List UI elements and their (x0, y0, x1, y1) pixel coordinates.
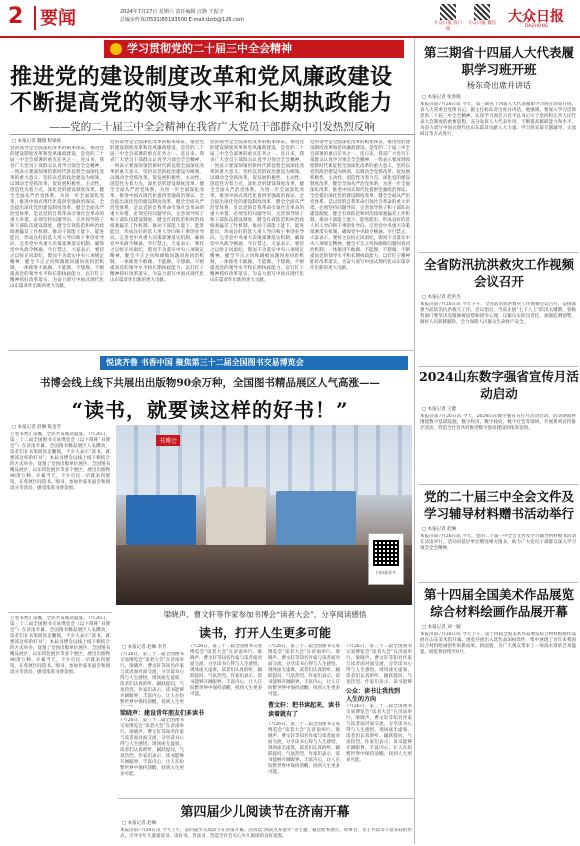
qr-caption-wechat: 大众日报 微信 (467, 21, 497, 26)
right-story-5-text: 本报济南7月26日讯 今天上午，第十四届全国美术作品展览综合材料绘画作品展在山东美术馆开幕。展览共展出入选作品300余件，集中展现了近年来我国综合材料绘画创作的新成果、新面貌，为广大观众带来了一场高水准的艺术盛宴。展览将持续至9月。 (420, 632, 576, 655)
topic-banner (104, 40, 404, 58)
right-story-4-body (420, 534, 576, 582)
right-story-4-text: 本报济南7月26日讯 今天，党的二十届三中全会文件及学习辅导材料赠书活动在济南举行。活动向基层单位赠送相关图书，助力广大党员干部群众深入学习领会全会精神。 (420, 534, 576, 551)
book-fair-body-text: 万卷书香汇泉城，全民共赏阅读盛宴。7月26日，第三十二届全国图书交易博览会（以下简称“书博会”）在济南开幕。全国图书精品展区人头攒动，读者们在书架间驻足翻阅，不少人表示“读书，就要读这样的好书”。本届书博会以线上线下相结合的方式举办，设置了全国出版单位展区、全国图书精品展区、山东特色展区等多个展区，展出出版物90余万种。开幕当天，不少市民一早就来到展馆，在各展区间选书、购书，参加作家见面会和阅读分享活动，感受浓浓书香氛围。 (10, 616, 110, 675)
reading-subhead-2: 曹文轩：把书读起来，读书读着就有了 (268, 702, 341, 718)
topic-banner-text: 学习贯彻党的二十届三中全会精神 (127, 42, 292, 55)
book-fair-photo[interactable] (116, 425, 412, 605)
photo-booth (206, 487, 266, 545)
right-story-4-byline: □ 本报记者 赵琳 (422, 527, 457, 532)
reading-body-text: 7月26日，第三十二届全国图书交易博览会“读者大会”在济南举行。梁晓声、曹文轩等知名作家与读者面对面交流，分享读书心得与人生感悟。现场座无虚席，读者们认真聆听、踊跃提问，气氛热烈。作家们表示，读书能够开阔眼界、丰富内心，让人在纷繁世界中保持清醒，找到人生更多可能。 (268, 644, 340, 697)
newspaper-logo-sub: DAZHONG (525, 24, 549, 29)
qr-code-icon[interactable] (440, 4, 456, 20)
lead-body-text: 党的领导是全面深化改革的根本保证。推进党的建设制度改革和党风廉政建设，是党的二十届三中全会部署的重点任务之一。连日来，我省广大党员干部群众认真学习领会全会精神，一致表示要深刻领悟新时代新征程全面深化改革的重大意义，坚持以党的政治建设为统领，以调动全党抓改革、促发展积极性、主动性、创造性为着力点，深化党的建设制度改革，健全全面从严治党体系，为进一步全面深化改革、推进中国式现代化提供坚强政治保证。全会提出深化党的建设制度改革，健全全面从严治党体系，是以党的自我革命引领社会革命的重大举措。必须坚持问题导向，完善领导班子和干部队伍建设制度，健全有效防范和纠治政绩观偏差工作机制，推动干部能上能下、能进能出，形成良好的选人用人导向和干事创业导向。完善党中央重大决策部署落实机制，确保党中央政令畅通、令行禁止。大家表示，要持之以恒正风肃纪，锲而不舍落实中央八项规定精神，健全不正之风和腐败问题同查同治机制，一体推进不敢腐、不能腐、不想腐，不断提高党的领导水平和长期执政能力，以钉钉子精神抓好改革落实，为奋力谱写中国式现代化山东篇章作出新的更大贡献。 (310, 140, 410, 271)
party-emblem-icon (110, 43, 122, 55)
reading-body-col3b (268, 722, 340, 796)
lead-body-text: 党的领导是全面深化改革的根本保证。推进党的建设制度改革和党风廉政建设，是党的二十届三中全会部署的重点任务之一。连日来，我省广大党员干部群众认真学习领会全会精神，一致表示要深刻领悟新时代新征程全面深化改革的重大意义，坚持以党的政治建设为统领，以调动全党抓改革、促发展积极性、主动性、创造性为着力点，深化党的建设制度改革，健全全面从严治党体系，为进一步全面深化改革、推进中国式现代化提供坚强政治保证。全会提出深化党的建设制度改革，健全全面从严治党体系，是以党的自我革命引领社会革命的重大举措。必须坚持问题导向，完善领导班子和干部队伍建设制度，健全有效防范和纠治政绩观偏差工作机制，推动干部能上能下、能进能出，形成良好的选人用人导向和干事创业导向。完善党中央重大决策部署落实机制，确保党中央政令畅通、令行禁止。大家表示，要持之以恒正风肃纪，锲而不舍落实中央八项规定精神，健全不正之风和腐败问题同查同治机制，一体推进不敢腐、不能腐、不想腐，不断提高党的领导水平和长期执政能力，以钉钉子精神抓好改革落实，为奋力谱写中国式现代化山东篇章作出新的更大贡献。 (10, 146, 104, 289)
book-fair-kicker: 书博会线上线下共展出出版物90余万种，全国图书精品展区人气高涨—— (39, 377, 381, 389)
right-story-1-body (420, 102, 576, 248)
right-story-2-byline: □ 本报记者 赵洪杰 (422, 295, 461, 300)
photo-booth (276, 491, 356, 545)
masthead-divider (34, 6, 36, 30)
reading-body-col4 (346, 644, 412, 684)
kids-reading-byline: □ 本报记者 赵琳 (122, 821, 157, 826)
book-fair-headline[interactable]: “读书，就要读这样的好书！” (71, 398, 349, 422)
lead-body-col1 (10, 146, 104, 346)
book-fair-band-text: 悦读齐鲁 书香中国 聚焦第三十二届全国图书交易博览会 (106, 358, 304, 367)
lead-body-text: 党的领导是全面深化改革的根本保证。推进党的建设制度改革和党风廉政建设，是党的二十届三中全会部署的重点任务之一。连日来，我省广大党员干部群众认真学习领会全会精神，一致表示要深刻领悟新时代新征程全面深化改革的重大意义，坚持以党的政治建设为统领，以调动全党抓改革、促发展积极性、主动性、创造性为着力点，深化党的建设制度改革，健全全面从严治党体系，为进一步全面深化改革、推进中国式现代化提供坚强政治保证。全会提出深化党的建设制度改革，健全全面从严治党体系，是以党的自我革命引领社会革命的重大举措。必须坚持问题导向，完善领导班子和干部队伍建设制度，健全有效防范和纠治政绩观偏差工作机制，推动干部能上能下、能进能出，形成良好的选人用人导向和干事创业导向。完善党中央重大决策部署落实机制，确保党中央政令畅通、令行禁止。大家表示，要持之以恒正风肃纪，锲而不舍落实中央八项规定精神，健全不正之风和腐败问题同查同治机制，一体推进不敢腐、不能腐、不想腐，不断提高党的领导水平和长期执政能力，以钉钉子精神抓好改革落实，为奋力谱写中国式现代化山东篇章作出新的更大贡献。 (210, 140, 304, 283)
qr-caption-app: 大众日报 客户端 (433, 21, 463, 32)
reading-body-text: 7月26日，第三十二届全国图书交易博览会“读者大会”在济南举行。梁晓声、曹文轩等知名作家与读者面对面交流，分享读书心得与人生感悟。现场座无虚席，读者们认真聆听、踊跃提问，气氛热烈。作家们表示，读书能够开阔眼界、丰富内心，让人在纷繁世界中保持清醒，找到人生更 (120, 652, 184, 705)
right-story-3-text: 本报济南7月26日讯 今天，2024山东数字强省宣传月活动启动。活动期间将围绕数字基础设施、数字经济、数字政府、数字社会等领域，开展系列宣传推介活动，营造全社会共同推进数字强省建设的浓厚氛围。 (420, 414, 576, 431)
photo-qr-box[interactable] (368, 533, 404, 585)
lead-body-col3 (210, 140, 304, 346)
reading-body-col3 (268, 644, 340, 698)
reading-body-col1b (120, 718, 184, 796)
section-divider (418, 484, 578, 485)
lead-byline: □ 本报记者 魏翔 程梁斌 (12, 139, 62, 144)
right-story-5-body (420, 632, 576, 842)
right-story-1-headline[interactable]: 第三期省十四届人大代表履职学习班开班 (423, 45, 574, 77)
qr-code-icon[interactable] (474, 4, 490, 20)
photo-caption: 梁晓声、曹文轩等作家参加书博会“读者大会”，分享阅读感悟 (163, 610, 367, 619)
book-fair-band (100, 356, 408, 370)
column-divider (414, 38, 415, 844)
photo-booth (126, 495, 196, 545)
masthead (0, 0, 580, 38)
section-divider (418, 366, 578, 367)
reading-body-col4b (346, 704, 412, 796)
kids-reading-headline[interactable]: 第四届少儿阅读节在济南开幕 (180, 805, 350, 820)
reading-subhead-1: 梁晓声：建设青年朋友们多读书 (120, 710, 205, 717)
lead-headline[interactable] (10, 64, 414, 116)
section-divider (8, 350, 414, 351)
lead-body-text: 党的领导是全面深化改革的根本保证。推进党的建设制度改革和党风廉政建设，是党的二十届三中全会部署的重点任务之一。连日来，我省广大党员干部群众认真学习领会全会精神，一致表示要深刻领悟新时代新征程全面深化改革的重大意义，坚持以党的政治建设为统领，以调动全党抓改革、促发展积极性、主动性、创造性为着力点，深化党的建设制度改革，健全全面从严治党体系，为进一步全面深化改革、推进中国式现代化提供坚强政治保证。全会提出深化党的建设制度改革，健全全面从严治党体系，是以党的自我革命引领社会革命的重大举措。必须坚持问题导向，完善领导班子和干部队伍建设制度，健全有效防范和纠治政绩观偏差工作机制，推动干部能上能下、能进能出，形成良好的选人用人导向和干事创业导向。完善党中央重大决策部署落实机制，确保党中央政令畅通、令行禁止。大家表示，要持之以恒正风肃纪，锲而不舍落实中央八项规定精神，健全不正之风和腐败问题同查同治机制，一体推进不敢腐、不能腐、不想腐，不断提高党的领导水平和长期执政能力，以钉钉子精神抓好改革落实，为奋力谱写中国式现代化山东篇章作出新的更大贡献。 (110, 140, 204, 283)
reading-body-text: 7月26日，第三十二届全国图书交易博览会“读者大会”在济南举行。梁晓声、曹文轩等知名作家与读者面对面交流，分享读书心得与人生感悟。现场座无虚席，读者们认真聆听、踊跃提问，气氛热烈。作家们表示，读书能够 (346, 644, 412, 684)
right-story-5-byline: □ 本报记者 刘一颖 (422, 625, 461, 630)
lead-subhead: ——党的二十届三中全会精神在我省广大党员干部群众中引发热烈反响 (49, 121, 375, 133)
kids-reading-body (120, 828, 412, 844)
section-divider (418, 582, 578, 583)
reading-subhead-3: 人生的方向 (346, 696, 377, 703)
reading-body-col1 (120, 652, 184, 706)
right-story-1-text: 本报济南7月26日讯 今天，第三期省十四届人大代表履职学习班在济南开班。省人大常委会党组书记、副主任杨东奇出席并讲话。他强调，要深入学习贯彻党的二十届三中全会精神，认真学习领会习近平总书记关于坚持和完善人民代表大会制度的重要思想，充分发挥人大代表作用，不断提高履职能力和水平，为奋力谱写中国式现代化山东篇章贡献人大力量。学习班采取专题辅导、交流研讨等方式进行。 (420, 102, 576, 137)
right-story-1-subhead: 杨东奇出席并讲话 (467, 81, 531, 90)
reading-byline: □ 本报记者 赵琳 李芳 (122, 645, 167, 650)
right-story-3-headline[interactable]: 2024山东数字强省宣传月活动启动 (419, 369, 579, 401)
right-story-4-headline[interactable]: 党的二十届三中全会文件及学习辅导材料赠书活动举行 (423, 489, 574, 521)
masthead-meta-line2: 总编室传真(0531)85193500 E-mail:dzrb@126.com (120, 17, 244, 23)
lead-body-col4 (310, 140, 410, 346)
kids-reading-body-text: 本报济南7月26日讯 今天上午，第四届少儿阅读节在济南开幕。活动以“阅读点亮童年”为主题，通过绘本展示、故事会、亲子共读等丰富多彩的形式，引导少年儿童爱读书、读好书、善读书，营造全社会关心少儿阅读的良好氛围。 (120, 828, 412, 839)
lead-headline-line2: 不断提高党的领导水平和长期执政能力 (10, 90, 393, 116)
right-story-1-byline: □ 本报记者 张春晓 (422, 95, 461, 100)
reading-headline[interactable]: 读书，打开人生更多可能 (198, 626, 331, 640)
section-divider (418, 252, 578, 253)
reading-body-text: 7月26日，第三十二届全国图书交易博览会“读者大会”在济南举行。梁晓声、曹文轩等知名作家与读者面对面交流，分享读书心得与人生感悟。现场座无虚席，读者们认真聆听、踊跃提问，气氛热烈。作家们表示，读书能够开阔眼界、丰富内心，让人在纷繁世界中保持清醒，找到人生更多可能。 (190, 644, 262, 697)
page-number: 2 (8, 4, 24, 29)
reading-subhead-4: 公众：读书让我找到 (346, 688, 401, 695)
right-story-2-text: 本报济南7月26日讯 今天下午，全省防汛抗洪救灾工作视频会议召开，安排部署当前防汛抗洪救灾工作。会议指出，当前正值“七下八上”防汛关键期，各级各部门要坚决克服麻痹思想和侥幸心理，压紧压实防汛责任，加强监测预警，做好人员转移避险，全力保障人民群众生命财产安全。 (420, 302, 576, 325)
qr-code-icon (373, 540, 399, 566)
masthead-meta-line1: 2024年7月27日 星期六 责任编辑 汪静 王振宇 (120, 9, 224, 15)
right-story-2-headline[interactable]: 全省防汛抗洪救灾工作视频会议召开 (423, 257, 574, 289)
lead-headline-line1: 推进党的建设制度改革和党风廉政建设 (10, 64, 393, 90)
right-story-2-body (420, 302, 576, 364)
right-story-3-body (420, 414, 576, 498)
right-story-3-byline: □ 本报记者 王健 (422, 407, 457, 412)
newspaper-logo: 大众日报 (508, 9, 564, 25)
reading-body-text: 7月26日，第三十二届全国图书交易博览会“读者大会”在济南举行。梁晓声、曹文轩等知名作家与读者面对面交流，分享读书心得与人生感悟。现场座无虚席，读者们认真聆听、踊跃提问，气氛热烈。作家们表示，读书能够开阔眼界、丰富内心，让人在纷繁世界中保持清醒，找到人生更多可能。 (268, 722, 340, 775)
lead-rule (10, 134, 414, 135)
photo-banner: 书博会 (156, 435, 180, 446)
book-fair-byline: □ 本报记者 赵琳 陈金芳 (12, 425, 62, 430)
section-divider (8, 612, 112, 613)
book-fair-body (10, 432, 110, 608)
right-story-5-headline[interactable]: 第十四届全国美术作品展览综合材料绘画作品展开幕 (423, 587, 574, 619)
book-fair-body-cont (10, 616, 110, 796)
lead-body-col2 (110, 140, 204, 346)
reading-body-text: 7月26日，第三十二届全国图书交易博览会“读者大会”在济南举行。梁晓声、曹文轩等知名作家与读者面对面交流，分享读书心得与人生感悟。现场座无虚席，读者们认真聆听、踊跃提问，气氛热烈。作家们表示，读书能够开阔眼界、丰富内心，让人在纷繁世界中保持清醒，找到人生更多可能。 (346, 704, 412, 763)
section-divider (118, 798, 414, 799)
section-title: 要闻 (40, 8, 76, 29)
reading-body-col2 (190, 644, 262, 796)
photo-qr-caption: 扫码看更多 (376, 570, 396, 575)
book-fair-body-text: 万卷书香汇泉城，全民共赏阅读盛宴。7月26日，第三十二届全国图书交易博览会（以下简称“书博会”）在济南开幕。全国图书精品展区人头攒动，读者们在书架间驻足翻阅，不少人表示“读书，就要读这样的好书”。本届书博会以线上线下相结合的方式举办，设置了全国出版单位展区、全国图书精品展区、山东特色展区等多个展区，展出出版物90余万种。开幕当天，不少市民一早就来到展馆，在各展区间选书、购书，参加作家见面会和阅读分享活动，感受浓浓书香氛围。 (10, 432, 110, 491)
reading-body-text: 7月26日，第三十二届全国图书交易博览会“读者大会”在济南举行。梁晓声、曹文轩等知名作家与读者面对面交流，分享读书心得与人生感悟。现场座无虚席，读者们认真聆听、踊跃提问，气氛热烈。作家们表示，读书能够开阔眼界、丰富内心，让人在纷繁世界中保持清醒，找到人生更多可能。 (120, 718, 184, 777)
